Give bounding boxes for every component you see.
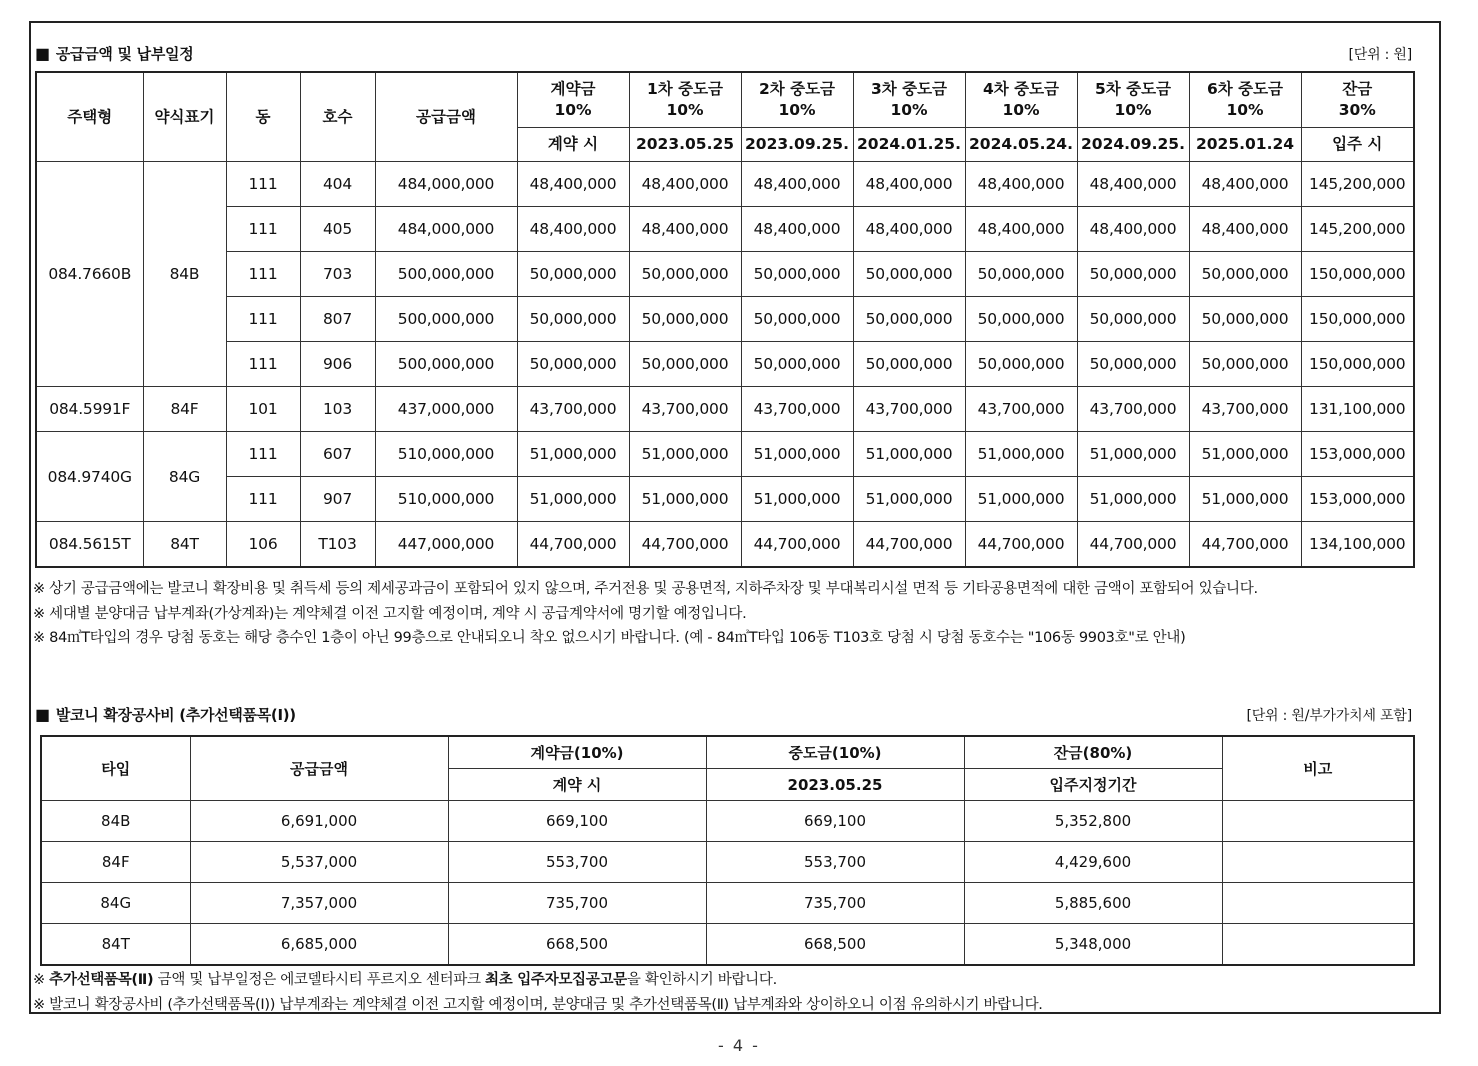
cell-payment: 48,400,000 (517, 162, 629, 207)
cell-middle: 735,700 (706, 883, 964, 924)
header-pay-rate: 10% (1002, 101, 1040, 119)
cell-deposit: 669,100 (448, 801, 706, 842)
section2-title (35, 704, 296, 725)
cell-balance: 5,352,800 (964, 801, 1222, 842)
cell-payment: 50,000,000 (629, 342, 741, 387)
section1-unit: [단위 : 원] (1348, 47, 1412, 63)
cell-payment: 145,200,000 (1301, 162, 1414, 207)
cell-supply-price: 5,537,000 (190, 842, 448, 883)
cell-housing-type: 084.5991F (36, 387, 143, 432)
header-pay-date: 2024.01.25. (853, 128, 965, 162)
cell-ho: 907 (300, 477, 375, 522)
cell-payment: 44,700,000 (517, 522, 629, 568)
cell-housing-type: 084.5615T (36, 522, 143, 568)
header-pay-date: 2024.05.24. (965, 128, 1077, 162)
cell-supply-price: 484,000,000 (375, 207, 517, 252)
note-line: ※ 발코니 확장공사비 (추가선택품목(Ⅰ)) 납부계좌는 계약체결 이전 고지할 예정이며, 분양대금 및 추가선택품목(Ⅱ) 납부계좌와 상이하오니 이점 유의하시기 바랍니다. (33, 996, 1043, 1013)
cell-payment: 43,700,000 (1077, 387, 1189, 432)
cell-payment: 50,000,000 (853, 252, 965, 297)
cell-ho: 405 (300, 207, 375, 252)
header-supply-price: 공급금액 (375, 72, 517, 162)
table-row (36, 387, 1414, 432)
header-pay-name: 2차 중도금 (758, 80, 836, 98)
header-housing-type: 주택형 (36, 72, 143, 162)
header-pay-title (741, 72, 853, 128)
cell-payment: 48,400,000 (965, 207, 1077, 252)
cell-payment: 50,000,000 (1189, 342, 1301, 387)
cell-middle: 669,100 (706, 801, 964, 842)
cell-supply-price: 484,000,000 (375, 162, 517, 207)
cell-dong: 111 (226, 342, 300, 387)
header-pay-rate: 10% (554, 101, 592, 119)
header-pay-name: 잔금 (1342, 80, 1373, 98)
header-dong: 동 (226, 72, 300, 162)
cell-payment: 50,000,000 (629, 297, 741, 342)
header-pay-date: 2023.05.25 (629, 128, 741, 162)
header-pay-name: 3차 중도금 (870, 80, 948, 98)
header-deposit-when: 계약 시 (448, 769, 706, 801)
cell-type: 84B (41, 801, 190, 842)
cell-payment: 51,000,000 (629, 432, 741, 477)
cell-dong: 111 (226, 432, 300, 477)
cell-ho: 807 (300, 297, 375, 342)
cell-supply-price: 6,685,000 (190, 924, 448, 966)
cell-payment: 43,700,000 (629, 387, 741, 432)
cell-supply-price: 500,000,000 (375, 252, 517, 297)
header-pay-name: 6차 중도금 (1206, 80, 1284, 98)
cell-payment: 50,000,000 (741, 342, 853, 387)
section1-title (35, 43, 193, 64)
header-pay-rate: 10% (1114, 101, 1152, 119)
price-schedule-table (35, 71, 1415, 568)
table-row (41, 883, 1414, 924)
header-supply-price: 공급금액 (190, 736, 448, 801)
cell-payment: 48,400,000 (741, 162, 853, 207)
cell-remark (1222, 883, 1414, 924)
header-pay-title (517, 72, 629, 128)
header-middle: 중도금(10%) (706, 736, 964, 769)
cell-balance: 5,348,000 (964, 924, 1222, 966)
cell-payment: 48,400,000 (1077, 207, 1189, 252)
cell-payment: 50,000,000 (965, 297, 1077, 342)
cell-payment: 44,700,000 (741, 522, 853, 568)
note-text: 을 확인하시기 바랍니다. (626, 972, 777, 988)
cell-ho: 607 (300, 432, 375, 477)
cell-supply-price: 500,000,000 (375, 342, 517, 387)
table-row (36, 477, 1414, 522)
cell-payment: 50,000,000 (741, 297, 853, 342)
cell-payment: 145,200,000 (1301, 207, 1414, 252)
cell-remark (1222, 801, 1414, 842)
cell-short-name: 84T (143, 522, 226, 568)
cell-payment: 48,400,000 (741, 207, 853, 252)
header-type: 타입 (41, 736, 190, 801)
cell-payment: 50,000,000 (853, 342, 965, 387)
cell-supply-price: 510,000,000 (375, 477, 517, 522)
cell-payment: 134,100,000 (1301, 522, 1414, 568)
cell-supply-price: 6,691,000 (190, 801, 448, 842)
cell-payment: 50,000,000 (517, 252, 629, 297)
cell-supply-price: 510,000,000 (375, 432, 517, 477)
section2-notes (33, 968, 1043, 1017)
cell-ho: T103 (300, 522, 375, 568)
cell-deposit: 735,700 (448, 883, 706, 924)
cell-middle: 553,700 (706, 842, 964, 883)
note-line: ※ 세대별 분양대금 납부계좌(가상계좌)는 계약체결 이전 고지할 예정이며, 계약 시 공급계약서에 명기할 예정입니다. (33, 605, 747, 622)
cell-payment: 48,400,000 (517, 207, 629, 252)
cell-dong: 111 (226, 297, 300, 342)
cell-payment: 48,400,000 (853, 207, 965, 252)
cell-dong: 111 (226, 207, 300, 252)
cell-payment: 51,000,000 (629, 477, 741, 522)
header-pay-title (629, 72, 741, 128)
header-pay-rate: 10% (778, 101, 816, 119)
balcony-cost-table (40, 735, 1415, 966)
header-pay-title (1301, 72, 1414, 128)
cell-ho: 404 (300, 162, 375, 207)
cell-dong: 111 (226, 477, 300, 522)
cell-supply-price: 7,357,000 (190, 883, 448, 924)
cell-payment: 44,700,000 (1189, 522, 1301, 568)
cell-payment: 150,000,000 (1301, 297, 1414, 342)
cell-ho: 103 (300, 387, 375, 432)
cell-payment: 51,000,000 (1077, 432, 1189, 477)
table-row (36, 252, 1414, 297)
section2-title-text: 발코니 확장공사비 (추가선택품목(Ⅰ)) (55, 706, 296, 724)
cell-remark (1222, 924, 1414, 966)
cell-middle: 668,500 (706, 924, 964, 966)
cell-ho: 906 (300, 342, 375, 387)
square-bullet-icon: ■ (35, 44, 50, 63)
table-row (36, 522, 1414, 568)
cell-payment: 51,000,000 (853, 432, 965, 477)
header-pay-date: 2023.09.25. (741, 128, 853, 162)
header-pay-date: 계약 시 (517, 128, 629, 162)
cell-supply-price: 447,000,000 (375, 522, 517, 568)
cell-payment: 48,400,000 (629, 207, 741, 252)
square-bullet-icon: ■ (35, 705, 50, 724)
cell-payment: 50,000,000 (1077, 297, 1189, 342)
cell-type: 84G (41, 883, 190, 924)
cell-type: 84F (41, 842, 190, 883)
cell-payment: 51,000,000 (517, 432, 629, 477)
header-pay-date: 2025.01.24 (1189, 128, 1301, 162)
cell-balance: 4,429,600 (964, 842, 1222, 883)
cell-dong: 111 (226, 162, 300, 207)
note-bold-notice: 최초 입주자모집공고문 (485, 972, 627, 988)
cell-dong: 106 (226, 522, 300, 568)
cell-payment: 50,000,000 (517, 297, 629, 342)
cell-payment: 48,400,000 (853, 162, 965, 207)
cell-short-name: 84B (143, 162, 226, 387)
cell-payment: 50,000,000 (517, 342, 629, 387)
header-pay-name: 4차 중도금 (982, 80, 1060, 98)
header-pay-date: 2024.09.25. (1077, 128, 1189, 162)
note-line: ※ 84㎡T타입의 경우 당첨 동호는 해당 층수인 1층이 아닌 99층으로 안내되오니 착오 없으시기 바랍니다. (예 - 84㎡T타입 106동 T103호 당첨 시 당첨 동호수는 "106동 9903호"로 안내) (33, 630, 1186, 646)
cell-housing-type: 084.9740G (36, 432, 143, 522)
table-row (41, 801, 1414, 842)
cell-payment: 50,000,000 (629, 252, 741, 297)
header-pay-rate: 10% (1226, 101, 1264, 119)
header-pay-rate: 10% (890, 101, 928, 119)
table-row (36, 162, 1414, 207)
cell-payment: 44,700,000 (629, 522, 741, 568)
cell-type: 84T (41, 924, 190, 966)
note-line (33, 968, 1043, 993)
section1-title-text: 공급금액 및 납부일정 (55, 45, 194, 63)
cell-payment: 43,700,000 (965, 387, 1077, 432)
cell-dong: 101 (226, 387, 300, 432)
cell-payment: 50,000,000 (741, 252, 853, 297)
section1-notes (33, 577, 1258, 651)
table-row (36, 297, 1414, 342)
cell-deposit: 668,500 (448, 924, 706, 966)
table-row (36, 207, 1414, 252)
cell-payment: 51,000,000 (741, 477, 853, 522)
note-text: 금액 및 납부일정은 에코델타시티 푸르지오 센터파크 (153, 972, 486, 988)
cell-payment: 150,000,000 (1301, 252, 1414, 297)
cell-payment: 44,700,000 (1077, 522, 1189, 568)
cell-payment: 44,700,000 (853, 522, 965, 568)
header-pay-title (1189, 72, 1301, 128)
cell-ho: 703 (300, 252, 375, 297)
header-pay-name: 5차 중도금 (1094, 80, 1172, 98)
header-balance: 잔금(80%) (964, 736, 1222, 769)
cell-payment: 150,000,000 (1301, 342, 1414, 387)
cell-supply-price: 500,000,000 (375, 297, 517, 342)
cell-payment: 43,700,000 (1189, 387, 1301, 432)
header-remark: 비고 (1222, 736, 1414, 801)
cell-payment: 43,700,000 (853, 387, 965, 432)
cell-payment: 43,700,000 (517, 387, 629, 432)
cell-payment: 51,000,000 (1189, 432, 1301, 477)
header-pay-name: 계약금 (550, 80, 596, 98)
cell-payment: 48,400,000 (965, 162, 1077, 207)
cell-payment: 50,000,000 (1189, 297, 1301, 342)
header-pay-date: 입주 시 (1301, 128, 1414, 162)
cell-payment: 153,000,000 (1301, 432, 1414, 477)
header-ho: 호수 (300, 72, 375, 162)
cell-payment: 50,000,000 (965, 342, 1077, 387)
table-row (36, 432, 1414, 477)
header-pay-rate: 10% (666, 101, 704, 119)
cell-payment: 131,100,000 (1301, 387, 1414, 432)
cell-payment: 48,400,000 (1189, 162, 1301, 207)
page-number: - 4 - (718, 1036, 760, 1055)
cell-housing-type: 084.7660B (36, 162, 143, 387)
cell-payment: 48,400,000 (1077, 162, 1189, 207)
cell-short-name: 84G (143, 432, 226, 522)
table-row (36, 342, 1414, 387)
header-short-name: 약식표기 (143, 72, 226, 162)
header-pay-title (853, 72, 965, 128)
cell-balance: 5,885,600 (964, 883, 1222, 924)
cell-remark (1222, 842, 1414, 883)
cell-payment: 50,000,000 (965, 252, 1077, 297)
note-prefix: ※ (33, 972, 50, 988)
cell-payment: 50,000,000 (1077, 342, 1189, 387)
cell-payment: 51,000,000 (965, 477, 1077, 522)
cell-deposit: 553,700 (448, 842, 706, 883)
cell-payment: 48,400,000 (1189, 207, 1301, 252)
cell-payment: 51,000,000 (741, 432, 853, 477)
cell-dong: 111 (226, 252, 300, 297)
cell-payment: 153,000,000 (1301, 477, 1414, 522)
cell-payment: 50,000,000 (1077, 252, 1189, 297)
cell-payment: 51,000,000 (965, 432, 1077, 477)
cell-short-name: 84F (143, 387, 226, 432)
cell-payment: 43,700,000 (741, 387, 853, 432)
header-pay-name: 1차 중도금 (646, 80, 724, 98)
cell-payment: 51,000,000 (517, 477, 629, 522)
header-deposit: 계약금(10%) (448, 736, 706, 769)
cell-payment: 50,000,000 (1189, 252, 1301, 297)
cell-payment: 51,000,000 (853, 477, 965, 522)
header-pay-title (965, 72, 1077, 128)
table-row (41, 924, 1414, 966)
cell-payment: 51,000,000 (1189, 477, 1301, 522)
section2-unit: [단위 : 원/부가가치세 포함] (1246, 708, 1412, 724)
cell-payment: 48,400,000 (629, 162, 741, 207)
header-middle-when: 2023.05.25 (706, 769, 964, 801)
header-balance-when: 입주지정기간 (964, 769, 1222, 801)
header-pay-title (1077, 72, 1189, 128)
header-pay-rate: 30% (1338, 101, 1376, 119)
note-line: ※ 상기 공급금액에는 발코니 확장비용 및 취득세 등의 제세공과금이 포함되어 있지 않으며, 주거전용 및 공용면적, 지하주차장 및 부대복리시설 면적 등 기타공용면적에 대한 금액이 포함되어 있습니다. (33, 581, 1258, 597)
cell-payment: 50,000,000 (853, 297, 965, 342)
cell-payment: 51,000,000 (1077, 477, 1189, 522)
cell-payment: 44,700,000 (965, 522, 1077, 568)
note-bold-item: 추가선택품목(Ⅱ) (49, 972, 154, 988)
table-row (41, 842, 1414, 883)
cell-supply-price: 437,000,000 (375, 387, 517, 432)
